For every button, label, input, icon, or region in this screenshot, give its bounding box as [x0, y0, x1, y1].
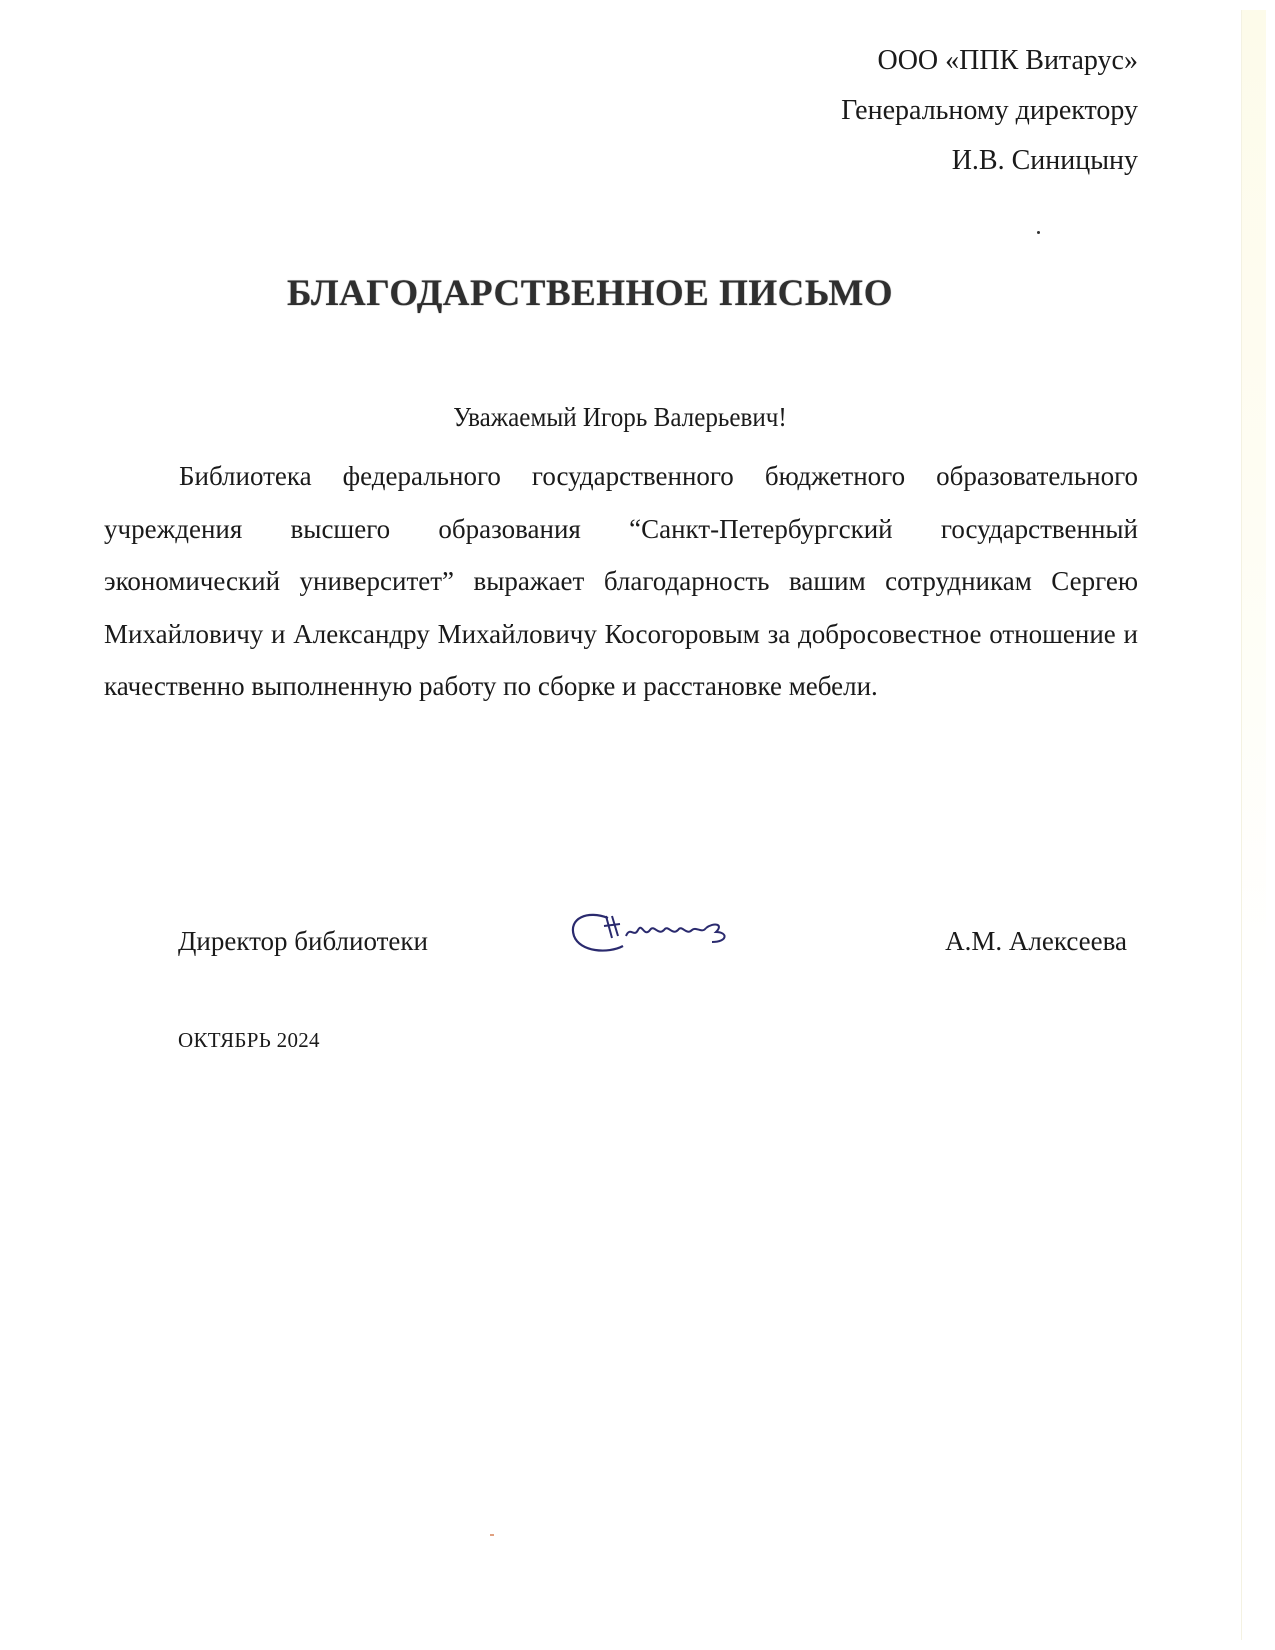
addressee-block	[841, 36, 1138, 186]
scan-mark	[490, 1534, 494, 1536]
signatory-role: Директор библиотеки	[178, 926, 428, 956]
salutation: Уважаемый Игорь Валерьевич!	[453, 402, 787, 432]
addressee-position: Генеральному директору	[841, 95, 1138, 126]
addressee-name: И.В. Синицыну	[951, 145, 1138, 176]
handwritten-signature	[568, 908, 743, 958]
letter-title: БЛАГОДАРСТВЕННОЕ ПИСЬМО	[286, 273, 894, 314]
signatory-name: А.М. Алексеева	[945, 926, 1127, 956]
letter-date: ОКТЯБРЬ 2024	[178, 1028, 320, 1052]
addressee-company: ООО «ППК Витарус»	[877, 45, 1138, 76]
scan-dot	[1037, 231, 1040, 234]
letter-body: Библиотека федерального государственного бюджетного образовательного учреждения высшего образования “Санкт-Петербургский государственный экономический университет” выражает благодарность вашим сотрудникам Сергею Михайловичу и Александру Михайловичу Косогоровым за добросовестное отношение и качественно выполненную работу по сборке и расстановке мебели.	[104, 461, 1138, 701]
scan-edge-strip	[1241, 10, 1266, 1640]
